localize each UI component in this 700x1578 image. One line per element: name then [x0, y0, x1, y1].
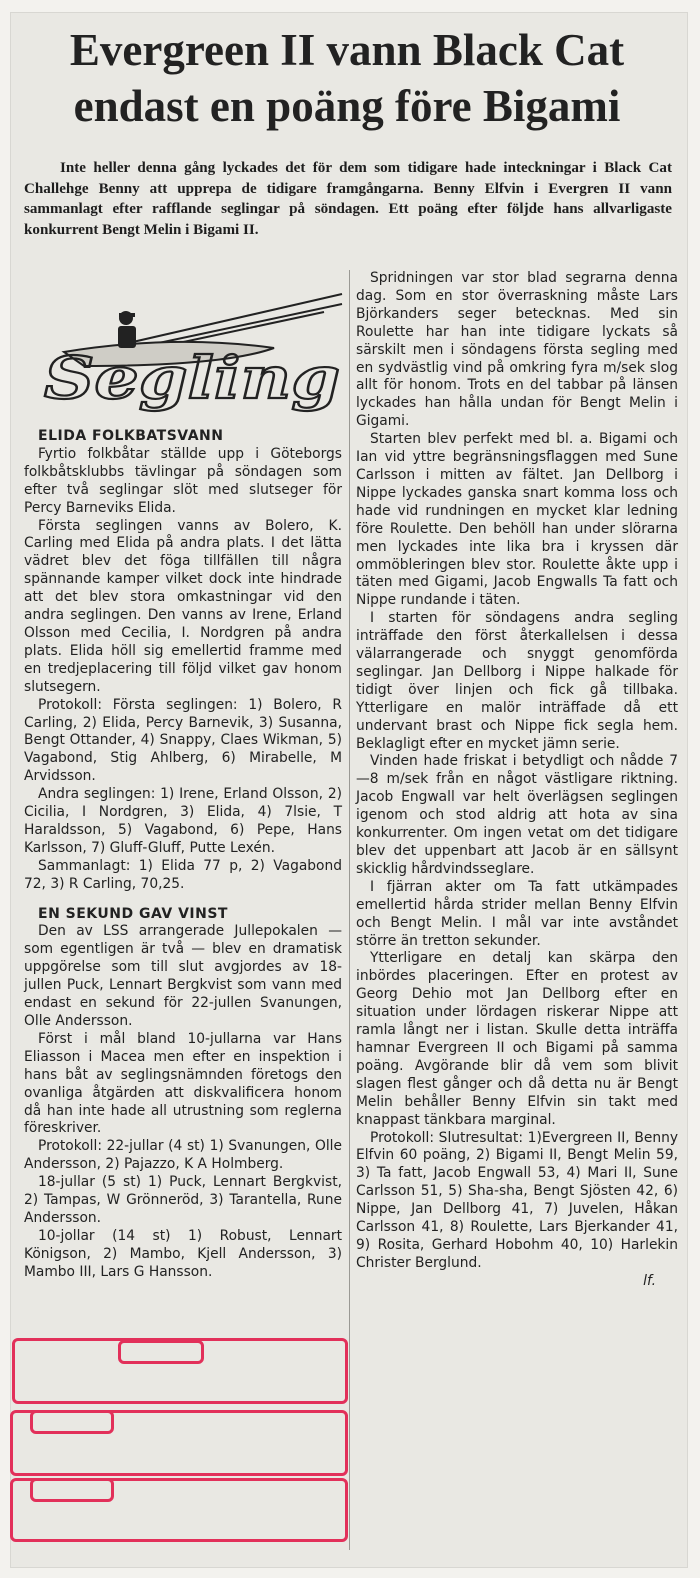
protocol-paragraph: Sammanlagt: 1) Elida 77 p, 2) Vagabond 72, 3) R Carling, 70,25.: [24, 857, 342, 892]
article-paragraph: Spridningen var stor blad segrarna denna dag. Som en stor överraskning måste Lars Björkanders seger betecknas. Med sin Roulette har han inte tidigare lyckats så särskilt men i söndagens första segling med en sydvästlig vind på omkring fyra m/sek slog allt för honom. Trots en del tabbar på länsen lyckades han hålla undan för Bengt Melin i Gigami.: [356, 270, 678, 430]
section-heading-en-sekund: EN SEKUND GAV VINST: [38, 905, 228, 922]
section-heading-elida: ELIDA FOLKBATSVANN: [38, 428, 224, 444]
results-paragraph: Protokoll: Slutresultat: 1)Evergreen II, Benny Elfvin 60 poäng, 2) Bigami II, Bengt Melin 59, 3) Ta fatt, Jacob Engwall 53, 4) Mari II, Sune Carlsson 51, 5) Sha-sha, Bengt Sjösten 42, 6) Nippe, Jan Dellborg 41, 7) Juvelen, Håkan Carlsson 41, 8) Roulette, Lars Bjerkander 41, 9) Rosita, Gerhard Hobohm 40, 10) Harlekin Christer Berglund.: [356, 1129, 678, 1271]
protocol-18-jullar: 18-jullar (5 st) 1) Puck, Lennart Bergkvist, 2) Tampas, W Grönneröd, 3) Tarantella, Rune Andersson.: [24, 1174, 342, 1226]
headline-line-1: Evergreen II vann Black Cat: [69, 25, 625, 75]
highlight-box-10-jollar-word: [30, 1478, 114, 1502]
lead-paragraph: Inte heller denna gång lyckades det för dem som tidigare hade inteckningar i Black Cat Challehge Benny att upprepa de tidigare framgångarna. Benny Elfvin i Evergren II vann sammanlagt efter rafflande seglingar på söndagen. Ett poäng efter följde hans allvarligaste konkurrent Bengt Melin i Bigami II.: [24, 160, 672, 238]
headline-line-2: endast en poäng före Bigami: [73, 81, 621, 131]
protocol-paragraph: Protokoll: Första seglingen: 1) Bolero, R Carling, 2) Elida, Percy Barnevik, 3) Susanna, Bengt Ottander, 4) Snappy, Claes Wikman, 5) Vagabond, Stig Ahlberg, 6) Mirabelle, M Arvidsson.: [24, 696, 342, 785]
article-paragraph: Den av LSS arrangerade Jullepokalen — som egentligen är två — blev en dramatisk uppgörelse som till slut avgjordes av 18-jullen Puck, Lennart Bergkvist som vann med endast en sekund för 22-jullen Svanungen, Olle Andersson.: [24, 923, 342, 1029]
article-paragraph: Fyrtio folkbåtar ställde upp i Göteborgs folkbåtsklubbs tävlingar på söndagen som efter två seglingar slöt med slutseger för Percy Barneviks Elida.: [24, 445, 342, 516]
protocol-22-jullar: Protokoll: 22-jullar (4 st) 1) Svanungen, Olle Andersson, 2) Pajazzo, K A Holmberg.: [24, 1138, 342, 1173]
article-paragraph: Starten blev perfekt med bl. a. Bigami och Ian vid yttre begränsningsflaggen med Sune Carlsson i mitten av fältet. Jan Dellborg i Nippe lyckades ganska snart komma loss och hade vid rundningen en mycket klar ledning före Roulette. Den behöll han under slörarna men lyckades inte lika bra i kryssen där ommöbleringen blev stor. Roulette åkte upp i täten med Gigami, Jacob Engwalls Ta fatt och Nippe rundande i täten.: [356, 431, 678, 609]
article-paragraph: I starten för söndagens andra segling inträffade den först återkallelsen i dessa välarrangerade och snyggt genomförda seglingar. Jan Dellborg i Nippe halkade för tidigt över linjen och fick gå tillbaka. Ytterligare en malör inträffade då ett undervant brast och Nippe fick segla hem. Beklagligt efter en mycket jämn serie.: [356, 610, 678, 752]
article-paragraph: I fjärran akter om Ta fatt utkämpades emellertid hårda strider mellan Benny Elfvin och Bengt Melin. I mål var inte avståndet större än tretton sekunder.: [356, 878, 678, 949]
article-paragraph: Ytterligare en detalj kan skärpa den inbördes placeringen. Efter en protest av Georg Dehio mot Jan Dellborg efter en situation under lördagen riskerar Nippe att ramla långt ner i listan. Skulle detta inträffa hamnar Evergreen II och Bigami på samma poäng. Avgörande blir då vem som blivit slagen flest gånger och då detta nu är Bengt Melin behåller Benny Elfvin sin takt med knappast tänkbara marginal.: [356, 950, 678, 1128]
headline: [22, 22, 672, 134]
column-divider: [349, 270, 350, 1550]
highlight-box-22-jullar-word: [118, 1340, 204, 1364]
sailor-boat-illustration: [24, 282, 346, 422]
author-signature: lf.: [643, 1272, 656, 1289]
protocol-10-jollar: 10-jollar (14 st) 1) Robust, Lennart Königson, 2) Mambo, Kjell Andersson, 3) Mambo III, Lars G Hansson.: [24, 1227, 342, 1280]
highlight-box-18-jullar-word: [30, 1410, 114, 1434]
right-column: [356, 270, 678, 1291]
article-paragraph: Vinden hade friskat i betydligt och nådde 7—8 m/sek från en något västligare riktning. Jacob Engwall var helt överlägsen seglingen igenom och stod aldrig att hota av sina konkurrenter. Om ingen vetat om det tidigare blev det uppenbart att Jacob är en sällsynt skicklig hårdvindsseglare.: [356, 753, 678, 877]
left-column: [24, 428, 342, 1282]
article-paragraph: Först i mål bland 10-jullarna var Hans Eliasson i Macea men efter en inspektion i hans båt av seglingsnämnden företogs den ovanliga åtgärden att diskvalificera honom då han inte hade all utrustning som reglerna föreskriver.: [24, 1030, 342, 1137]
protocol-paragraph: Andra seglingen: 1) Irene, Erland Olsson, 2) Cicilia, I Nordgren, 3) Elida, 4) 7lsie, T Haraldsson, 5) Vagabond, 6) Pepe, Hans Karlsson, 7) Gluff-Gluff, Putte Lexén.: [24, 786, 342, 856]
logo-word: Segling: [44, 344, 340, 412]
article-paragraph: Första seglingen vanns av Bolero, K. Carling med Elida på andra plats. I det lätta vädret blev det föga tillfällen till några spännande kamper vilket dock inte hindrade att det blev stora omkastningar vid den andra seglingen. Den vanns av Irene, Erland Olsson med Cecilia, I. Nordgren på andra plats. Elida höll sig emellertid framme med en tredjeplacering till följd vilket gav honom slutsegern.: [24, 517, 342, 695]
